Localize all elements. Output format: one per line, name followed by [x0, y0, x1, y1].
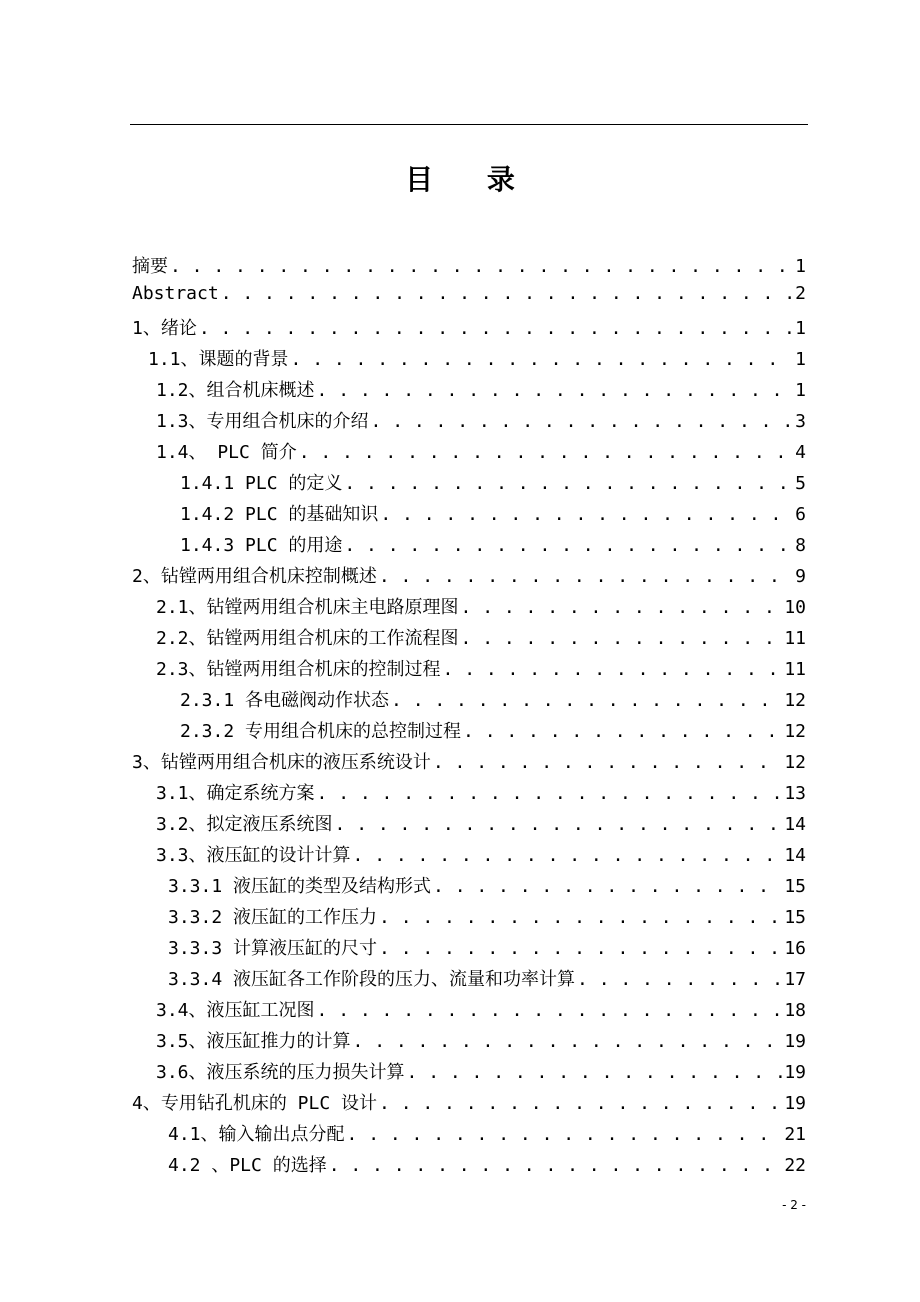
toc-entry-label: 1.1、课题的背景	[148, 349, 289, 370]
toc-entry-label: 3.2、拟定液压系统图	[156, 814, 333, 835]
toc-dot-leader	[433, 876, 782, 897]
toc-dot-leader	[379, 907, 782, 928]
toc-entry-page: 2	[795, 283, 806, 304]
toc-entry-page: 19	[784, 1031, 806, 1052]
toc-entry-page: 15	[784, 907, 806, 928]
toc-entry[interactable]	[132, 407, 806, 438]
table-of-contents	[132, 252, 806, 1182]
toc-entry[interactable]	[132, 934, 806, 965]
toc-entry[interactable]	[132, 500, 806, 531]
toc-entry-page: 10	[784, 597, 806, 618]
toc-dot-leader	[577, 969, 782, 990]
toc-entry[interactable]	[132, 252, 806, 283]
toc-entry[interactable]	[132, 438, 806, 469]
toc-dot-leader	[353, 1031, 783, 1052]
toc-dot-leader	[329, 1155, 783, 1176]
toc-entry-page: 11	[784, 659, 806, 680]
toc-entry-page: 19	[784, 1062, 806, 1083]
toc-entry-label: 2、钻镗两用组合机床控制概述	[132, 566, 377, 587]
toc-entry[interactable]	[132, 965, 806, 996]
toc-entry[interactable]	[132, 1089, 806, 1120]
toc-entry-label: 2.2、钻镗两用组合机床的工作流程图	[156, 628, 459, 649]
toc-entry-page: 18	[784, 1000, 806, 1021]
toc-entry[interactable]	[132, 345, 806, 376]
toc-dot-leader	[299, 442, 793, 463]
toc-entry-page: 14	[784, 814, 806, 835]
toc-entry[interactable]	[132, 1058, 806, 1089]
toc-entry[interactable]	[132, 686, 806, 717]
toc-entry-label: 3.6、液压系统的压力损失计算	[156, 1062, 405, 1083]
toc-dot-leader	[353, 845, 783, 866]
toc-entry[interactable]	[132, 562, 806, 593]
toc-entry[interactable]	[132, 841, 806, 872]
toc-entry-page: 19	[784, 1093, 806, 1114]
toc-entry-label: 3.4、液压缸工况图	[156, 1000, 315, 1021]
toc-entry-page: 12	[784, 721, 806, 742]
toc-entry[interactable]	[132, 996, 806, 1027]
toc-dot-leader	[317, 1000, 783, 1021]
toc-dot-leader	[461, 628, 783, 649]
toc-entry-page: 12	[784, 752, 806, 773]
toc-entry-page: 9	[795, 566, 806, 587]
toc-entry[interactable]	[132, 717, 806, 748]
toc-entry[interactable]	[132, 314, 806, 345]
toc-entry-label: 1.2、组合机床概述	[156, 380, 315, 401]
toc-entry[interactable]	[132, 624, 806, 655]
toc-dot-leader	[317, 380, 794, 401]
toc-entry-label: 3.3.2 液压缸的工作压力	[168, 907, 378, 928]
toc-entry-label: 3.5、液压缸推力的计算	[156, 1031, 351, 1052]
toc-entry-label: 3.1、确定系统方案	[156, 783, 315, 804]
toc-dot-leader	[463, 721, 782, 742]
toc-entry[interactable]	[132, 469, 806, 500]
toc-dot-leader	[391, 690, 782, 711]
toc-entry-page: 1	[795, 349, 806, 370]
toc-entry-label: 1.4.3 PLC 的用途	[180, 535, 343, 556]
toc-dot-leader	[347, 1124, 783, 1145]
toc-entry-page: 6	[795, 504, 806, 525]
toc-entry[interactable]	[132, 872, 806, 903]
toc-entry-page: 1	[795, 256, 806, 277]
toc-dot-leader	[344, 535, 793, 556]
toc-entry-label: 2.3.2 专用组合机床的总控制过程	[180, 721, 462, 742]
toc-entry[interactable]	[132, 779, 806, 810]
toc-entry-page: 12	[784, 690, 806, 711]
toc-dot-leader	[170, 256, 793, 277]
toc-entry[interactable]	[132, 531, 806, 562]
toc-entry[interactable]	[132, 1151, 806, 1182]
toc-entry-label: 2.3.1 各电磁阀动作状态	[180, 690, 390, 711]
toc-entry-label: 3.3、液压缸的设计计算	[156, 845, 351, 866]
toc-entry-page: 14	[784, 845, 806, 866]
toc-entry-page: 1	[795, 318, 806, 339]
toc-entry[interactable]	[132, 593, 806, 624]
toc-entry[interactable]	[132, 1027, 806, 1058]
toc-dot-leader	[379, 566, 793, 587]
toc-dot-leader	[379, 1093, 782, 1114]
toc-entry-page: 3	[795, 411, 806, 432]
toc-entry-label: 4.2 、PLC 的选择	[168, 1155, 327, 1176]
toc-dot-leader	[335, 814, 783, 835]
toc-entry-page: 17	[784, 969, 806, 990]
toc-entry-page: 5	[795, 473, 806, 494]
toc-entry-label: 4、专用钻孔机床的 PLC 设计	[132, 1093, 378, 1114]
toc-entry-label: 1、绪论	[132, 318, 197, 339]
toc-entry-label: 3.3.3 计算液压缸的尺寸	[168, 938, 378, 959]
toc-dot-leader	[344, 473, 793, 494]
toc-dot-leader	[221, 283, 793, 304]
toc-entry-label: 1.4.1 PLC 的定义	[180, 473, 343, 494]
toc-entry-page: 21	[784, 1124, 806, 1145]
toc-entry-label: 1.3、专用组合机床的介绍	[156, 411, 369, 432]
toc-entry-label: 3.3.1 液压缸的类型及结构形式	[168, 876, 432, 897]
toc-entry[interactable]	[132, 810, 806, 841]
toc-entry-page: 22	[784, 1155, 806, 1176]
toc-entry[interactable]	[132, 376, 806, 407]
toc-dot-leader	[291, 349, 794, 370]
page-title: 目 录	[405, 163, 537, 196]
toc-entry[interactable]	[132, 903, 806, 934]
toc-entry-label: 3.3.4 液压缸各工作阶段的压力、流量和功率计算	[168, 969, 576, 990]
toc-entry-page: 16	[784, 938, 806, 959]
toc-entry-page: 4	[795, 442, 806, 463]
toc-dot-leader	[433, 752, 782, 773]
toc-entry-label: 1.4.2 PLC 的基础知识	[180, 504, 379, 525]
toc-dot-leader	[461, 597, 783, 618]
toc-entry-label: 2.1、钻镗两用组合机床主电路原理图	[156, 597, 459, 618]
toc-entry-label: Abstract	[132, 283, 219, 304]
toc-dot-leader	[380, 504, 793, 525]
toc-entry[interactable]	[132, 748, 806, 779]
toc-entry-label: 3、钻镗两用组合机床的液压系统设计	[132, 752, 431, 773]
toc-dot-leader	[443, 659, 783, 680]
toc-dot-leader	[407, 1062, 783, 1083]
toc-dot-leader	[199, 318, 793, 339]
toc-entry-label: 4.1、输入输出点分配	[168, 1124, 345, 1145]
toc-entry-page: 11	[784, 628, 806, 649]
toc-dot-leader	[371, 411, 794, 432]
toc-entry-page: 8	[795, 535, 806, 556]
toc-entry[interactable]	[132, 1120, 806, 1151]
toc-dot-leader	[317, 783, 783, 804]
header-rule	[130, 124, 808, 125]
toc-entry-page: 13	[784, 783, 806, 804]
toc-entry[interactable]	[132, 283, 806, 314]
toc-entry-page: 15	[784, 876, 806, 897]
toc-entry[interactable]	[132, 655, 806, 686]
toc-entry-label: 摘要	[132, 256, 168, 277]
toc-entry-label: 1.4、 PLC 简介	[156, 442, 297, 463]
toc-entry-label: 2.3、钻镗两用组合机床的控制过程	[156, 659, 441, 680]
toc-dot-leader	[379, 938, 782, 959]
page-number: - 2 -	[782, 1198, 806, 1212]
toc-entry-page: 1	[795, 380, 806, 401]
